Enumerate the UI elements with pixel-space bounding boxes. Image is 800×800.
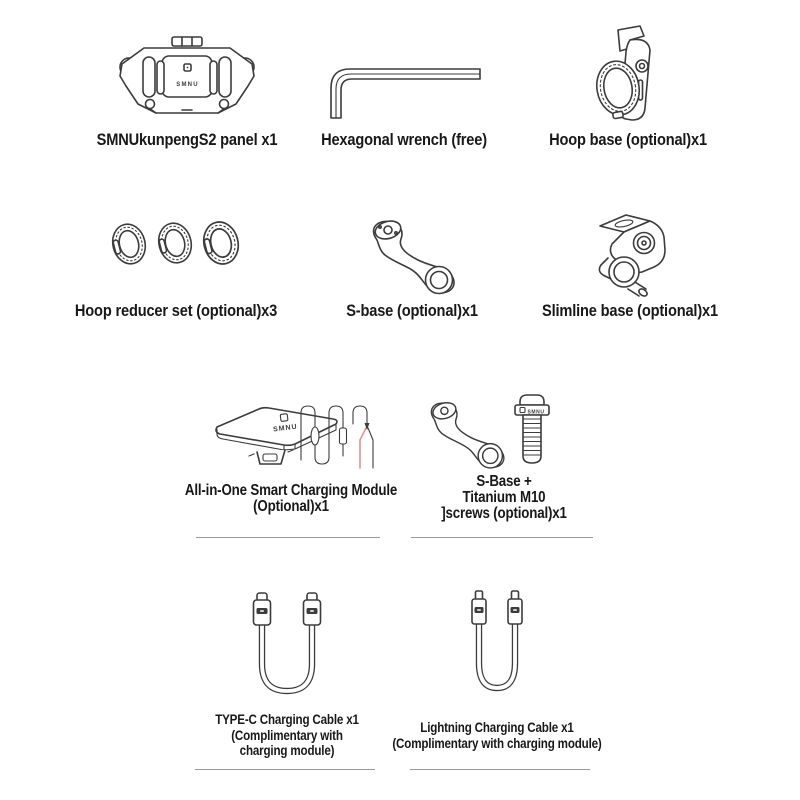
label-line: Slimline base (optional)x1 [542,301,718,320]
label-line: Titanium M10 [462,489,546,506]
label-lightning-cable [377,720,618,751]
panel-illustration [112,36,262,132]
label-line: Hoop reducer set (optional)x3 [74,301,278,320]
label-sbase-screws [384,474,625,522]
label-line: SMNUkunpengS2 panel x1 [96,130,278,149]
hex-wrench-illustration [322,58,487,120]
brand-logo-text: SMNU [527,409,545,416]
brand-logo-text: SMNU [272,423,299,434]
typec-cable-line-art-icon [227,592,347,706]
typec-cable-illustration [227,592,347,706]
label-slimline-base [510,301,751,321]
label-line: Hexagonal wrench (free) [321,130,487,149]
section-divider [411,537,593,538]
hex-wrench-line-art-icon [322,58,487,120]
hoop-reducer-illustration [106,214,246,274]
slimline-base-illustration [584,210,676,298]
section-divider [196,537,380,538]
label-line: S-Base + [476,473,532,490]
charging-module-illustration [205,398,377,478]
s-base-line-art-icon [362,218,462,298]
label-line: S-base (optional)x1 [346,301,478,320]
label-line: charging module) [239,743,335,758]
brand-logo-text: SMNU [176,82,199,88]
hoop-base-illustration [590,24,662,128]
label-charging-module [171,483,412,515]
label-hoop-reducer [56,301,297,321]
label-line: ]screws (optional)x1 [441,505,567,522]
lightning-cable-illustration [437,591,557,705]
label-line: (Complimentary with [231,727,343,743]
label-line: Lightning Charging Cable x1 [420,720,574,735]
lightning-cable-line-art-icon [437,591,557,705]
label-hex-wrench [284,130,525,150]
charging-module-line-art-icon [205,398,377,478]
panel-line-art-icon [112,36,262,132]
hoop-reducer-line-art-icon [106,214,246,274]
label-line: (Complimentary with charging module) [392,735,602,751]
sbase-screws-illustration [421,392,549,476]
label-hoop-base [508,130,749,150]
section-divider [195,769,375,770]
label-typec-cable [167,712,408,759]
slimline-base-line-art-icon [584,210,676,298]
label-line: Hoop base (optional)x1 [549,130,707,149]
s-base-illustration [362,218,462,298]
hoop-base-line-art-icon [590,24,662,128]
section-divider [410,769,590,770]
label-line: All-in-One Smart Charging Module [184,482,398,499]
sbase-bolt-line-art-icon [421,392,549,476]
label-s-base [292,301,533,321]
label-line: TYPE-C Charging Cable x1 [215,712,359,727]
label-line: (Optional)x1 [253,498,329,515]
label-panel [67,130,308,150]
